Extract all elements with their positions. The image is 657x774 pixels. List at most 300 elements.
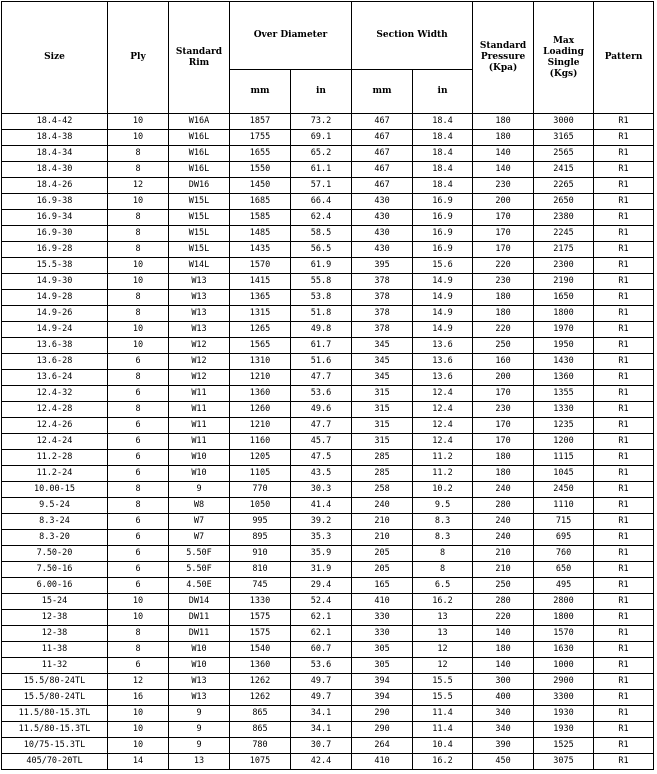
cell-max-load: 2450: [534, 482, 594, 498]
cell-rim: W16L: [169, 130, 230, 146]
cell-pressure: 170: [473, 386, 534, 402]
cell-width-mm: 205: [352, 562, 413, 578]
cell-max-load: 1930: [534, 722, 594, 738]
cell-max-load: 760: [534, 546, 594, 562]
cell-diameter-mm: 810: [230, 562, 291, 578]
cell-pattern: R1: [594, 562, 654, 578]
cell-size: 15.5/80-24TL: [2, 674, 108, 690]
header-width-in: in: [413, 70, 473, 114]
cell-rim: 9: [169, 706, 230, 722]
cell-size: 13.6-38: [2, 338, 108, 354]
cell-rim: W13: [169, 290, 230, 306]
cell-width-in: 18.4: [413, 146, 473, 162]
cell-size: 12-38: [2, 610, 108, 626]
cell-pressure: 220: [473, 322, 534, 338]
cell-pressure: 250: [473, 338, 534, 354]
cell-pattern: R1: [594, 530, 654, 546]
cell-width-mm: 330: [352, 610, 413, 626]
cell-diameter-mm: 1565: [230, 338, 291, 354]
cell-diameter-in: 47.7: [291, 418, 352, 434]
cell-rim: W15L: [169, 210, 230, 226]
cell-width-in: 14.9: [413, 322, 473, 338]
cell-width-in: 13: [413, 610, 473, 626]
table-row: [2, 114, 654, 130]
table-row: [2, 434, 654, 450]
cell-diameter-in: 49.7: [291, 674, 352, 690]
cell-diameter-in: 53.6: [291, 386, 352, 402]
cell-diameter-in: 49.8: [291, 322, 352, 338]
cell-pressure: 450: [473, 754, 534, 770]
cell-pattern: R1: [594, 434, 654, 450]
cell-rim: 5.50F: [169, 546, 230, 562]
cell-diameter-mm: 1365: [230, 290, 291, 306]
cell-diameter-in: 35.9: [291, 546, 352, 562]
cell-width-mm: 290: [352, 722, 413, 738]
cell-pressure: 180: [473, 642, 534, 658]
cell-width-mm: 290: [352, 706, 413, 722]
header-standard-rim: Standard Rim: [169, 2, 230, 114]
cell-size: 14.9-24: [2, 322, 108, 338]
table-row: [2, 754, 654, 770]
cell-width-mm: 258: [352, 482, 413, 498]
table-row: [2, 338, 654, 354]
cell-ply: 10: [108, 130, 169, 146]
cell-size: 14.9-26: [2, 306, 108, 322]
cell-diameter-in: 58.5: [291, 226, 352, 242]
cell-max-load: 2900: [534, 674, 594, 690]
cell-diameter-in: 29.4: [291, 578, 352, 594]
header-over-diameter: Over Diameter: [230, 2, 352, 70]
cell-diameter-mm: 1415: [230, 274, 291, 290]
cell-width-mm: 345: [352, 338, 413, 354]
cell-pattern: R1: [594, 130, 654, 146]
cell-width-mm: 395: [352, 258, 413, 274]
cell-ply: 10: [108, 274, 169, 290]
cell-width-mm: 378: [352, 322, 413, 338]
cell-ply: 8: [108, 498, 169, 514]
cell-width-in: 16.9: [413, 210, 473, 226]
cell-rim: W10: [169, 466, 230, 482]
cell-diameter-mm: 1210: [230, 418, 291, 434]
cell-diameter-mm: 1330: [230, 594, 291, 610]
cell-ply: 10: [108, 594, 169, 610]
cell-rim: 9: [169, 482, 230, 498]
cell-width-in: 16.9: [413, 242, 473, 258]
cell-rim: 5.50F: [169, 562, 230, 578]
cell-diameter-mm: 1540: [230, 642, 291, 658]
cell-width-in: 10.2: [413, 482, 473, 498]
cell-width-in: 12.4: [413, 418, 473, 434]
cell-diameter-in: 53.6: [291, 658, 352, 674]
header-standard-pressure: Standard Pressure (Kpa): [473, 2, 534, 114]
cell-width-in: 13.6: [413, 370, 473, 386]
cell-width-in: 8.3: [413, 514, 473, 530]
cell-width-in: 15.5: [413, 674, 473, 690]
cell-size: 11-38: [2, 642, 108, 658]
cell-pressure: 200: [473, 370, 534, 386]
cell-ply: 6: [108, 434, 169, 450]
cell-ply: 6: [108, 658, 169, 674]
table-row: [2, 562, 654, 578]
cell-pressure: 180: [473, 290, 534, 306]
cell-ply: 10: [108, 338, 169, 354]
cell-ply: 6: [108, 530, 169, 546]
cell-width-mm: 430: [352, 226, 413, 242]
cell-max-load: 1800: [534, 610, 594, 626]
cell-diameter-in: 61.1: [291, 162, 352, 178]
cell-width-in: 18.4: [413, 162, 473, 178]
cell-diameter-mm: 1160: [230, 434, 291, 450]
cell-size: 16.9-38: [2, 194, 108, 210]
cell-size: 14.9-30: [2, 274, 108, 290]
cell-size: 12.4-24: [2, 434, 108, 450]
cell-width-in: 8.3: [413, 530, 473, 546]
cell-width-mm: 305: [352, 642, 413, 658]
cell-max-load: 650: [534, 562, 594, 578]
cell-diameter-in: 43.5: [291, 466, 352, 482]
cell-width-mm: 315: [352, 386, 413, 402]
cell-max-load: 2650: [534, 194, 594, 210]
cell-pattern: R1: [594, 258, 654, 274]
cell-pressure: 170: [473, 418, 534, 434]
cell-width-mm: 467: [352, 130, 413, 146]
cell-max-load: 495: [534, 578, 594, 594]
cell-pressure: 140: [473, 146, 534, 162]
cell-width-mm: 394: [352, 690, 413, 706]
table-row: [2, 738, 654, 754]
table-row: [2, 578, 654, 594]
cell-pattern: R1: [594, 690, 654, 706]
cell-diameter-in: 65.2: [291, 146, 352, 162]
cell-width-in: 11.4: [413, 722, 473, 738]
header-size: Size: [2, 2, 108, 114]
cell-diameter-in: 30.7: [291, 738, 352, 754]
cell-pattern: R1: [594, 354, 654, 370]
cell-ply: 8: [108, 242, 169, 258]
cell-width-in: 9.5: [413, 498, 473, 514]
cell-width-mm: 410: [352, 594, 413, 610]
cell-width-mm: 285: [352, 450, 413, 466]
cell-pattern: R1: [594, 514, 654, 530]
cell-diameter-in: 62.4: [291, 210, 352, 226]
cell-size: 11.2-24: [2, 466, 108, 482]
cell-max-load: 3000: [534, 114, 594, 130]
cell-diameter-mm: 745: [230, 578, 291, 594]
cell-size: 18.4-34: [2, 146, 108, 162]
cell-pressure: 210: [473, 562, 534, 578]
cell-diameter-mm: 770: [230, 482, 291, 498]
cell-pressure: 400: [473, 690, 534, 706]
cell-ply: 8: [108, 162, 169, 178]
cell-diameter-in: 61.9: [291, 258, 352, 274]
cell-rim: W15L: [169, 226, 230, 242]
cell-width-in: 8: [413, 546, 473, 562]
cell-diameter-in: 66.4: [291, 194, 352, 210]
cell-rim: W12: [169, 338, 230, 354]
cell-pattern: R1: [594, 274, 654, 290]
cell-size: 10/75-15.3TL: [2, 738, 108, 754]
table-row: [2, 498, 654, 514]
cell-diameter-in: 41.4: [291, 498, 352, 514]
cell-diameter-in: 51.6: [291, 354, 352, 370]
cell-rim: W13: [169, 674, 230, 690]
cell-pressure: 240: [473, 482, 534, 498]
header-diameter-mm: mm: [230, 70, 291, 114]
cell-diameter-in: 31.9: [291, 562, 352, 578]
table-row: [2, 610, 654, 626]
cell-rim: DW11: [169, 626, 230, 642]
cell-size: 10.00-15: [2, 482, 108, 498]
cell-diameter-mm: 1585: [230, 210, 291, 226]
cell-width-in: 16.2: [413, 594, 473, 610]
cell-pattern: R1: [594, 290, 654, 306]
cell-width-in: 14.9: [413, 274, 473, 290]
cell-max-load: 1000: [534, 658, 594, 674]
cell-diameter-in: 47.5: [291, 450, 352, 466]
cell-ply: 8: [108, 642, 169, 658]
cell-max-load: 1930: [534, 706, 594, 722]
cell-pattern: R1: [594, 370, 654, 386]
table-row: [2, 370, 654, 386]
cell-diameter-in: 73.2: [291, 114, 352, 130]
cell-width-mm: 378: [352, 274, 413, 290]
cell-pressure: 230: [473, 402, 534, 418]
cell-rim: W10: [169, 450, 230, 466]
table-row: [2, 146, 654, 162]
cell-size: 18.4-30: [2, 162, 108, 178]
table-row: [2, 306, 654, 322]
cell-max-load: 1110: [534, 498, 594, 514]
cell-size: 7.50-16: [2, 562, 108, 578]
cell-rim: DW11: [169, 610, 230, 626]
cell-width-in: 16.2: [413, 754, 473, 770]
cell-diameter-in: 45.7: [291, 434, 352, 450]
cell-diameter-mm: 1575: [230, 626, 291, 642]
header-section-width: Section Width: [352, 2, 473, 70]
table-row: [2, 658, 654, 674]
cell-max-load: 1360: [534, 370, 594, 386]
cell-width-in: 18.4: [413, 130, 473, 146]
cell-rim: 9: [169, 722, 230, 738]
cell-pattern: R1: [594, 546, 654, 562]
cell-diameter-mm: 1655: [230, 146, 291, 162]
table-row: [2, 290, 654, 306]
cell-pressure: 170: [473, 210, 534, 226]
header-ply: Ply: [108, 2, 169, 114]
cell-rim: W16L: [169, 162, 230, 178]
cell-max-load: 1235: [534, 418, 594, 434]
cell-pressure: 210: [473, 546, 534, 562]
cell-pattern: R1: [594, 722, 654, 738]
cell-diameter-in: 49.7: [291, 690, 352, 706]
cell-pressure: 300: [473, 674, 534, 690]
cell-size: 18.4-26: [2, 178, 108, 194]
table-row: [2, 354, 654, 370]
cell-pattern: R1: [594, 738, 654, 754]
table-body: [2, 114, 654, 770]
cell-diameter-mm: 865: [230, 706, 291, 722]
cell-pattern: R1: [594, 194, 654, 210]
cell-width-mm: 394: [352, 674, 413, 690]
cell-diameter-mm: 1360: [230, 658, 291, 674]
cell-ply: 6: [108, 450, 169, 466]
cell-ply: 6: [108, 546, 169, 562]
cell-ply: 10: [108, 322, 169, 338]
cell-pressure: 170: [473, 434, 534, 450]
cell-max-load: 1330: [534, 402, 594, 418]
cell-diameter-in: 52.4: [291, 594, 352, 610]
cell-pattern: R1: [594, 210, 654, 226]
cell-ply: 6: [108, 578, 169, 594]
cell-width-in: 12.4: [413, 402, 473, 418]
cell-diameter-in: 30.3: [291, 482, 352, 498]
cell-width-in: 18.4: [413, 178, 473, 194]
table-row: [2, 162, 654, 178]
cell-ply: 12: [108, 674, 169, 690]
cell-width-mm: 210: [352, 530, 413, 546]
cell-pattern: R1: [594, 242, 654, 258]
cell-size: 12.4-26: [2, 418, 108, 434]
cell-width-in: 11.4: [413, 706, 473, 722]
cell-width-in: 18.4: [413, 114, 473, 130]
cell-width-in: 15.5: [413, 690, 473, 706]
header-max-loading: Max Loading Single (Kgs): [534, 2, 594, 114]
cell-ply: 14: [108, 754, 169, 770]
cell-width-in: 8: [413, 562, 473, 578]
cell-max-load: 1525: [534, 738, 594, 754]
cell-pattern: R1: [594, 594, 654, 610]
cell-pressure: 140: [473, 162, 534, 178]
cell-max-load: 2245: [534, 226, 594, 242]
cell-size: 13.6-24: [2, 370, 108, 386]
cell-size: 16.9-30: [2, 226, 108, 242]
cell-width-mm: 165: [352, 578, 413, 594]
cell-rim: DW14: [169, 594, 230, 610]
cell-pattern: R1: [594, 674, 654, 690]
cell-max-load: 1970: [534, 322, 594, 338]
cell-width-mm: 467: [352, 114, 413, 130]
cell-pressure: 220: [473, 258, 534, 274]
cell-diameter-in: 34.1: [291, 706, 352, 722]
cell-rim: W10: [169, 658, 230, 674]
cell-rim: W11: [169, 434, 230, 450]
cell-diameter-in: 62.1: [291, 626, 352, 642]
cell-ply: 8: [108, 370, 169, 386]
cell-rim: W8: [169, 498, 230, 514]
cell-diameter-mm: 1210: [230, 370, 291, 386]
cell-ply: 8: [108, 226, 169, 242]
cell-rim: DW16: [169, 178, 230, 194]
cell-diameter-in: 42.4: [291, 754, 352, 770]
table-row: [2, 642, 654, 658]
cell-diameter-mm: 1755: [230, 130, 291, 146]
tire-spec-table: [1, 1, 654, 770]
cell-size: 14.9-28: [2, 290, 108, 306]
cell-pressure: 220: [473, 610, 534, 626]
cell-diameter-mm: 780: [230, 738, 291, 754]
cell-rim: W12: [169, 354, 230, 370]
cell-diameter-mm: 1450: [230, 178, 291, 194]
cell-ply: 6: [108, 354, 169, 370]
cell-size: 12.4-32: [2, 386, 108, 402]
cell-diameter-mm: 1105: [230, 466, 291, 482]
cell-pattern: R1: [594, 226, 654, 242]
cell-width-mm: 345: [352, 370, 413, 386]
cell-ply: 16: [108, 690, 169, 706]
cell-size: 15-24: [2, 594, 108, 610]
cell-ply: 6: [108, 466, 169, 482]
cell-rim: W11: [169, 386, 230, 402]
cell-max-load: 1650: [534, 290, 594, 306]
cell-width-mm: 430: [352, 242, 413, 258]
cell-width-mm: 330: [352, 626, 413, 642]
cell-rim: W13: [169, 274, 230, 290]
cell-width-mm: 378: [352, 290, 413, 306]
cell-pattern: R1: [594, 306, 654, 322]
cell-pattern: R1: [594, 450, 654, 466]
table-row: [2, 690, 654, 706]
cell-rim: 13: [169, 754, 230, 770]
cell-diameter-mm: 910: [230, 546, 291, 562]
cell-width-in: 11.2: [413, 450, 473, 466]
cell-rim: W11: [169, 418, 230, 434]
cell-pressure: 160: [473, 354, 534, 370]
cell-width-in: 12.4: [413, 434, 473, 450]
cell-pressure: 170: [473, 242, 534, 258]
cell-width-in: 11.2: [413, 466, 473, 482]
cell-width-in: 13.6: [413, 354, 473, 370]
table-row: [2, 418, 654, 434]
cell-pattern: R1: [594, 338, 654, 354]
table-row: [2, 178, 654, 194]
cell-ply: 10: [108, 706, 169, 722]
cell-size: 18.4-38: [2, 130, 108, 146]
cell-width-in: 6.5: [413, 578, 473, 594]
cell-pattern: R1: [594, 146, 654, 162]
cell-width-mm: 378: [352, 306, 413, 322]
cell-ply: 6: [108, 386, 169, 402]
cell-pattern: R1: [594, 322, 654, 338]
cell-pressure: 180: [473, 466, 534, 482]
cell-width-in: 14.9: [413, 306, 473, 322]
cell-width-in: 13.6: [413, 338, 473, 354]
cell-pressure: 240: [473, 514, 534, 530]
table-row: [2, 514, 654, 530]
cell-diameter-mm: 1260: [230, 402, 291, 418]
cell-pattern: R1: [594, 162, 654, 178]
cell-diameter-in: 35.3: [291, 530, 352, 546]
cell-width-mm: 315: [352, 402, 413, 418]
cell-diameter-mm: 1360: [230, 386, 291, 402]
cell-width-in: 12: [413, 658, 473, 674]
cell-max-load: 2190: [534, 274, 594, 290]
table-row: [2, 258, 654, 274]
cell-width-in: 13: [413, 626, 473, 642]
cell-ply: 12: [108, 178, 169, 194]
cell-size: 12.4-28: [2, 402, 108, 418]
header-diameter-in: in: [291, 70, 352, 114]
cell-max-load: 715: [534, 514, 594, 530]
cell-size: 16.9-28: [2, 242, 108, 258]
cell-max-load: 2800: [534, 594, 594, 610]
cell-pattern: R1: [594, 706, 654, 722]
cell-pressure: 180: [473, 114, 534, 130]
cell-max-load: 2565: [534, 146, 594, 162]
cell-diameter-mm: 1265: [230, 322, 291, 338]
cell-diameter-mm: 1050: [230, 498, 291, 514]
cell-max-load: 2175: [534, 242, 594, 258]
cell-diameter-in: 34.1: [291, 722, 352, 738]
